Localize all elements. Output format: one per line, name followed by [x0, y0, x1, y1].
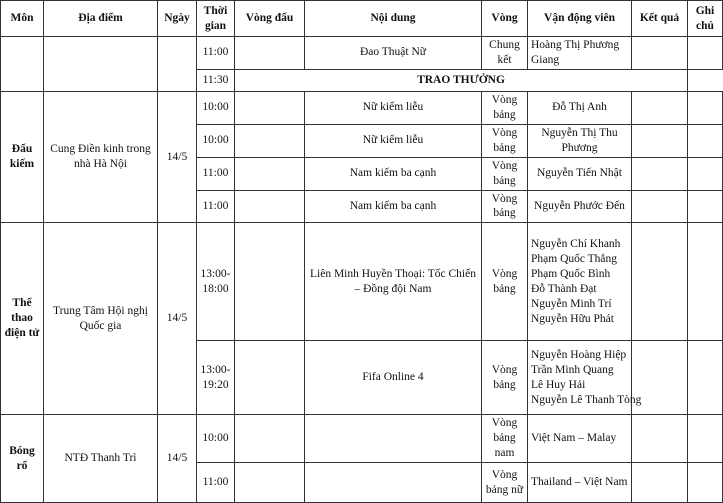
round-cell: Vòng bảng nữ — [482, 463, 528, 503]
athlete-cell: Hoàng Thị Phương Giang — [528, 37, 632, 70]
table-row — [1, 415, 723, 463]
athlete-cell: Đỗ Thị Anh — [528, 91, 632, 124]
round-cell: Vòng bảng nam — [482, 415, 528, 463]
round-cell: Vòng bảng — [482, 190, 528, 223]
time-cell: 11:00 — [197, 157, 235, 190]
content-cell: Liên Minh Huyền Thoại: Tốc Chiến – Đồng đội Nam — [305, 223, 482, 341]
content-cell — [305, 415, 482, 463]
round-cell: Chung kết — [482, 37, 528, 70]
time-cell: 11:30 — [197, 69, 235, 91]
col-header-date: Ngày — [158, 1, 197, 37]
location-cell: NTĐ Thanh Trì — [44, 415, 158, 503]
notes-cell — [688, 341, 723, 415]
round-type-cell — [235, 223, 305, 341]
content-cell — [305, 463, 482, 503]
time-cell: 11:00 — [197, 190, 235, 223]
result-cell — [632, 463, 688, 503]
result-cell — [632, 223, 688, 341]
athlete-name: Trần Minh Quang — [531, 363, 614, 376]
athlete-cell: Việt Nam – Malay — [528, 415, 632, 463]
athlete-cell: Nguyễn Phước Đến — [528, 190, 632, 223]
round-cell: Vòng bảng — [482, 157, 528, 190]
round-cell: Vòng bảng — [482, 124, 528, 157]
date-cell: 14/5 — [158, 223, 197, 415]
table-row — [1, 223, 723, 341]
athlete-name: Nguyễn Hữu Phát — [531, 312, 614, 325]
col-header-notes: Ghi chú — [688, 1, 723, 37]
location-cell: Trung Tâm Hội nghị Quốc gia — [44, 223, 158, 415]
result-cell — [632, 415, 688, 463]
round-type-cell — [235, 124, 305, 157]
athlete-list — [528, 341, 642, 415]
time-cell: 11:00 — [197, 37, 235, 70]
col-header-result: Kết quả — [632, 1, 688, 37]
location-cell — [44, 37, 158, 92]
athlete-name: Lê Huy Hải — [531, 378, 586, 391]
result-cell — [632, 124, 688, 157]
time-cell: 11:00 — [197, 463, 235, 503]
col-header-athlete: Vận động viên — [528, 1, 632, 37]
content-cell: Nam kiếm ba cạnh — [305, 190, 482, 223]
col-header-time: Thời gian — [197, 1, 235, 37]
time-cell: 13:00-18:00 — [197, 223, 235, 341]
notes-cell — [688, 223, 723, 341]
round-type-cell — [235, 463, 305, 503]
date-cell: 14/5 — [158, 91, 197, 223]
col-header-content: Nội dung — [305, 1, 482, 37]
date-cell: 14/5 — [158, 415, 197, 503]
col-header-round: Vòng — [482, 1, 528, 37]
round-type-cell — [235, 37, 305, 70]
date-cell — [158, 37, 197, 92]
result-cell — [632, 157, 688, 190]
result-cell — [632, 91, 688, 124]
header-row — [1, 1, 723, 37]
athlete-name: Nguyễn Chí Khanh — [531, 238, 621, 251]
sport-cell: Thể thao điện tử — [1, 223, 44, 415]
content-cell: Fifa Online 4 — [305, 341, 482, 415]
round-cell: Vòng bảng — [482, 223, 528, 341]
athlete-name: Nguyễn Hoàng Hiệp — [531, 349, 627, 361]
notes-cell — [688, 415, 723, 463]
athlete-name: Đỗ Thành Đạt — [531, 282, 597, 295]
round-type-cell — [235, 190, 305, 223]
col-header-sport: Môn — [1, 1, 44, 37]
notes-cell — [688, 91, 723, 124]
athlete-name: Phạm Quốc Bình — [531, 267, 611, 280]
location-cell: Cung Điền kinh trong nhà Hà Nội — [44, 91, 158, 223]
round-type-cell — [235, 91, 305, 124]
sport-cell: Bóng rổ — [1, 415, 44, 503]
round-type-cell — [235, 157, 305, 190]
time-cell: 10:00 — [197, 91, 235, 124]
col-header-round-type: Vòng đấu — [235, 1, 305, 37]
table-row — [1, 91, 723, 124]
athlete-cell: Nguyễn Thị Thu Phương — [528, 124, 632, 157]
time-cell: 10:00 — [197, 124, 235, 157]
notes-cell — [688, 124, 723, 157]
athlete-cell: Nguyễn Tiến Nhật — [528, 157, 632, 190]
content-cell: Nữ kiếm liễu — [305, 124, 482, 157]
result-cell — [632, 190, 688, 223]
content-cell: Nữ kiếm liễu — [305, 91, 482, 124]
result-cell — [632, 37, 688, 70]
content-cell: Đao Thuật Nữ — [305, 37, 482, 70]
time-cell: 13:00-19:20 — [197, 341, 235, 415]
sport-cell — [1, 37, 44, 92]
time-cell: 10:00 — [197, 415, 235, 463]
round-type-cell — [235, 415, 305, 463]
notes-cell — [688, 463, 723, 503]
athlete-name: Phạm Quốc Thắng — [531, 253, 618, 265]
content-cell: Nam kiếm ba cạnh — [305, 157, 482, 190]
athlete-cell: Thailand – Việt Nam — [528, 463, 632, 503]
round-cell: Vòng bảng — [482, 341, 528, 415]
col-header-location: Địa điểm — [44, 1, 158, 37]
notes-cell — [688, 190, 723, 223]
round-type-cell — [235, 341, 305, 415]
notes-cell — [688, 37, 723, 70]
athlete-name: Nguyễn Minh Trí — [531, 297, 612, 310]
round-cell: Vòng bảng — [482, 91, 528, 124]
athlete-list — [528, 223, 632, 341]
award-ceremony-cell: TRAO THƯỞNG — [235, 69, 688, 91]
table-row — [1, 37, 723, 70]
athlete-name: Nguyễn Lê Thanh Tòng — [531, 393, 642, 406]
sport-cell: Đấu kiếm — [1, 91, 44, 223]
notes-cell — [688, 157, 723, 190]
